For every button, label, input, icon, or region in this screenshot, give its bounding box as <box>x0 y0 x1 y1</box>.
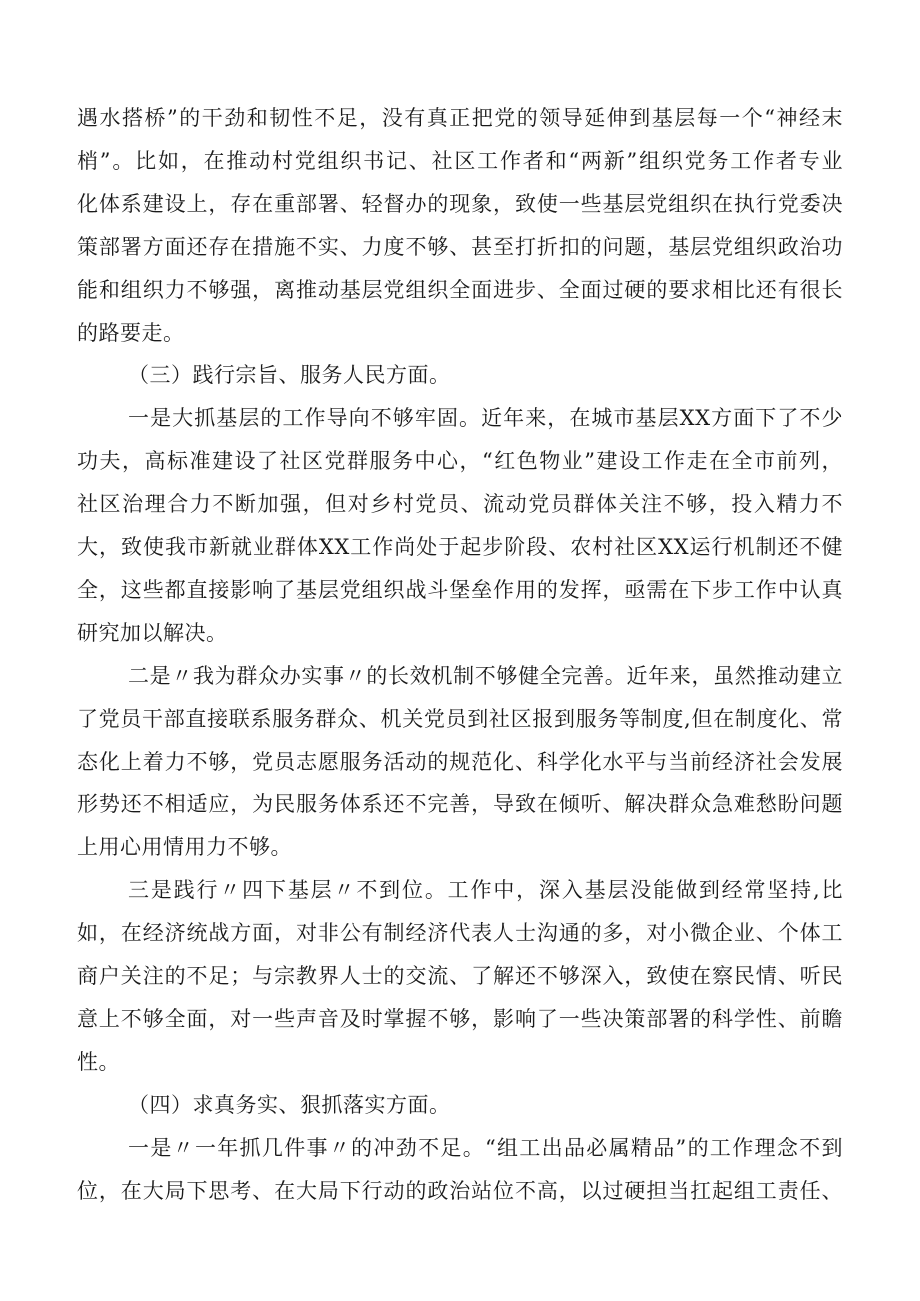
text-line: 一是〃一年抓几件事〃的冲劲不足。“组工出品必属精品”的工作理念不到 <box>128 1135 843 1160</box>
text-line: 全，这些都直接影响了基层党组织战斗堡垒作用的发挥，亟需在下步工作中认真 <box>77 577 843 602</box>
text-line: 商户关注的不足；与宗教界人士的交流、了解还不够深入，致使在察民情、听民 <box>77 964 843 988</box>
text-line: 功夫，高标准建设了社区党群服务中心，“红色物业”建设工作走在全市前列， <box>77 449 843 474</box>
text-line: 一是大抓基层的工作导向不够牢固。近年来，在城市基层XX方面下了不少 <box>128 406 843 431</box>
text-line: 如，在经济统战方面，对非公有制经济代表人士沟通的多，对小微企业、个体工 <box>77 921 843 946</box>
text-line: 性。 <box>77 1049 120 1074</box>
text-line: 大，致使我市新就业群体XX工作尚处于起步阶段、农村社区XX运行机制还不健 <box>77 535 843 559</box>
text-line: 了党员干部直接联系服务群众、机关党员到社区报到服务等制度,但在制度化、常 <box>77 706 843 731</box>
text-line: 化体系建设上，存在重部署、轻督办的现象，致使一些基层党组织在执行党委决 <box>77 191 843 216</box>
text-line: 三是践行〃四下基层〃不到位。工作中，深入基层没能做到经常坚持,比 <box>128 878 843 903</box>
text-line: 遇水搭桥”的干劲和韧性不足，没有真正把党的领导延伸到基层每一个“神经末 <box>77 106 843 130</box>
text-line: 的路要走。 <box>77 320 185 345</box>
text-line: 社区治理合力不断加强，但对乡村党员、流动党员群体关注不够，投入精力不 <box>77 492 843 517</box>
text-line: 意上不够全面，对一些声音及时掌握不够，影响了一些决策部署的科学性、前瞻 <box>77 1006 843 1031</box>
text-line: 态化上着力不够，党员志愿服务活动的规范化、科学化水平与当前经济社会发展 <box>77 749 843 774</box>
text-line: 梢”。比如，在推动村党组织书记、社区工作者和“两新”组织党务工作者专业 <box>77 148 843 173</box>
text-line: 上用心用情用力不够。 <box>77 835 292 860</box>
section-heading: （四）求真务实、狠抓落实方面。 <box>128 1092 451 1117</box>
text-line: 策部署方面还存在措施不实、力度不够、甚至打折扣的问题，基层党组织政治功 <box>77 234 843 259</box>
text-line: 二是〃我为群众办实事〃的长效机制不够健全完善。近年来，虽然推动建立 <box>128 663 843 688</box>
text-line: 研究加以解决。 <box>77 620 228 645</box>
section-heading: （三）践行宗旨、服务人民方面。 <box>128 363 451 388</box>
text-line: 形势还不相适应，为民服务体系还不完善，导致在倾听、解决群众急难愁盼问题 <box>77 792 843 817</box>
text-line: 能和组织力不够强，离推动基层党组织全面进步、全面过硬的要求相比还有很长 <box>77 277 843 302</box>
text-line: 位，在大局下思考、在大局下行动的政治站位不高，以过硬担当扛起组工责任、 <box>77 1178 843 1203</box>
